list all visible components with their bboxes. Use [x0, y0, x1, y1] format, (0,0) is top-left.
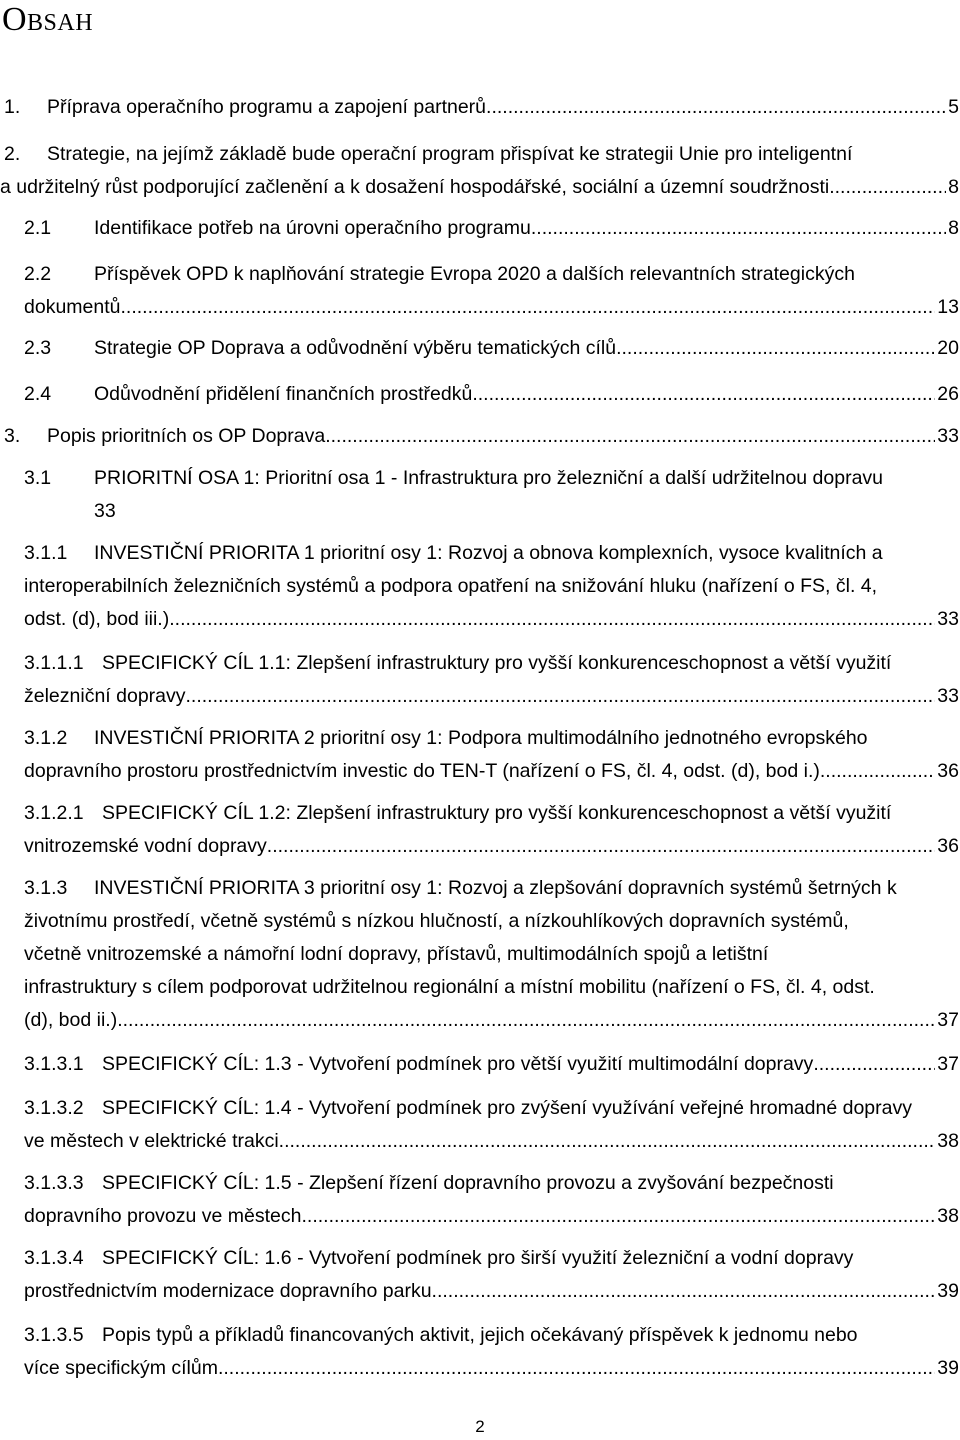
toc-entry-number: 3.1.2.1 — [24, 802, 84, 824]
toc-entry-number: 3.1.3.1 — [24, 1053, 84, 1075]
toc-page-number: 8 — [948, 176, 959, 198]
toc-entry-number: 3.1 — [24, 467, 52, 489]
toc-entry-link[interactable] — [47, 423, 959, 449]
toc-page-number: 26 — [937, 383, 959, 405]
toc-entry-title[interactable]: SPECIFICKÝ CÍL: 1.4 - Vytvoření podmínek pro zvýšení využívání veřejné hromadné dopravy — [102, 1097, 912, 1119]
toc-page-number: 8 — [948, 217, 959, 239]
toc-page-number: 33 — [937, 685, 959, 707]
toc-entry-title[interactable]: 33 — [94, 500, 116, 522]
toc-page-number: 39 — [937, 1280, 959, 1302]
toc-page-number: 37 — [937, 1009, 959, 1031]
toc-entry-link[interactable] — [24, 833, 959, 859]
toc-entry-title[interactable]: SPECIFICKÝ CÍL: 1.5 - Zlepšení řízení dopravního provozu a zvyšování bezpečnosti — [102, 1172, 834, 1194]
toc-entry-link[interactable] — [94, 381, 959, 407]
toc-entry-title[interactable]: SPECIFICKÝ CÍL: 1.6 - Vytvoření podmínek pro širší využití železniční a vodní dopravy — [102, 1247, 854, 1269]
toc-entry-link[interactable] — [24, 758, 959, 784]
toc-entry-title: dokumentů — [24, 296, 121, 318]
toc-entry-title: Odůvodnění přidělení finančních prostředků — [94, 383, 473, 405]
toc-entry-title[interactable]: INVESTIČNÍ PRIORITA 2 prioritní osy 1: Podpora multimodálního jednotného evropského — [94, 727, 868, 749]
dot-leader — [120, 294, 935, 320]
dot-leader — [813, 1051, 935, 1077]
dot-leader — [616, 335, 935, 361]
toc-entry-title: ve městech v elektrické trakci — [24, 1130, 279, 1152]
toc-entry-title: a udržitelný růst podporující začlenění a k dosažení hospodářské, sociální a územní soudržnosti — [0, 176, 830, 198]
toc-entry-title: (d), bod ii.) — [24, 1009, 118, 1031]
page-title: Obsah — [2, 1, 94, 38]
toc-entry-title: Strategie OP Doprava a odůvodnění výběru tematických cílů — [94, 337, 617, 359]
dot-leader — [325, 423, 935, 449]
toc-entry-number: 3.1.1.1 — [24, 652, 84, 674]
toc-entry-title: železniční dopravy — [24, 685, 186, 707]
toc-entry-title[interactable]: Příspěvek OPD k naplňování strategie Evropa 2020 a dalších relevantních strategických — [94, 263, 855, 285]
toc-entry-link[interactable] — [24, 606, 959, 632]
toc-entry-title[interactable]: SPECIFICKÝ CÍL 1.2: Zlepšení infrastruktury pro vyšší konkurenceschopnost a větší využití — [102, 802, 892, 824]
toc-page-number: 33 — [937, 425, 959, 447]
toc-entry-number: 3.1.3.2 — [24, 1097, 84, 1119]
toc-entry-link[interactable] — [24, 683, 959, 709]
toc-entry-number: 2.3 — [24, 337, 52, 359]
toc-page-number: 39 — [937, 1357, 959, 1379]
toc-entry-title: vnitrozemské vodní dopravy — [24, 835, 267, 857]
toc-entry-title[interactable]: INVESTIČNÍ PRIORITA 3 prioritní osy 1: Rozvoj a zlepšování dopravních systémů šetrných k — [94, 877, 897, 899]
toc-entry-title[interactable]: včetně vnitrozemské a námořní lodní dopravy, přístavů, multimodálních spojů a letištní — [24, 943, 769, 965]
toc-entry-title: dopravního prostoru prostřednictvím investic do TEN-T (nařízení o FS, čl. 4, odst. (d), bod i.) — [24, 760, 820, 782]
toc-entry-title[interactable]: Popis typů a příkladů financovaných aktivit, jejich očekávaný příspěvek k jednomu nebo — [102, 1324, 858, 1346]
toc-entry-number: 2.1 — [24, 217, 52, 239]
toc-entry-link[interactable] — [24, 1007, 959, 1033]
dot-leader — [169, 606, 935, 632]
page-number: 2 — [475, 1417, 485, 1436]
toc-entry-link[interactable] — [24, 294, 959, 320]
toc-entry-number: 3. — [4, 425, 21, 447]
toc-entry-number: 2.4 — [24, 383, 52, 405]
dot-leader — [472, 381, 935, 407]
toc-entry-number: 2.2 — [24, 263, 52, 285]
toc-page-number: 37 — [937, 1053, 959, 1075]
toc-entry-number: 3.1.1 — [24, 542, 68, 564]
toc-entry-link[interactable] — [24, 1128, 959, 1154]
toc-entry-title[interactable]: PRIORITNÍ OSA 1: Prioritní osa 1 - Infrastruktura pro železniční a další udržitelnou dopravu — [94, 467, 884, 489]
toc-page-number: 36 — [937, 760, 959, 782]
toc-entry-title: Identifikace potřeb na úrovni operačního programu — [94, 217, 531, 239]
dot-leader — [279, 1128, 936, 1154]
toc-entry-link[interactable] — [94, 335, 959, 361]
toc-page-number: 33 — [937, 608, 959, 630]
toc-entry-number: 3.1.3.5 — [24, 1324, 84, 1346]
toc-entry-title: prostřednictvím modernizace dopravního parku — [24, 1280, 432, 1302]
toc-entry-title[interactable]: SPECIFICKÝ CÍL 1.1: Zlepšení infrastruktury pro vyšší konkurenceschopnost a větší využití — [102, 652, 892, 674]
toc-entry-title: Popis prioritních os OP Doprava — [47, 425, 326, 447]
toc-entry-title[interactable]: INVESTIČNÍ PRIORITA 1 prioritní osy 1: Rozvoj a obnova komplexních, vysoce kvalitních a — [94, 542, 883, 564]
toc-page-number: 13 — [937, 296, 959, 318]
toc-entry-title: Příprava operačního programu a zapojení partnerů — [47, 96, 487, 118]
dot-leader — [829, 174, 946, 200]
toc-entry-number: 3.1.3.4 — [24, 1247, 84, 1269]
toc-entry-title[interactable]: infrastruktury s cílem podporovat udržitelnou regionální a místní mobilitu (nařízení o FS, čl. 4, odst. — [24, 976, 875, 998]
dot-leader — [267, 833, 936, 859]
toc-entry-link[interactable] — [0, 174, 959, 200]
toc-page-number: 20 — [937, 337, 959, 359]
toc-entry-number: 2. — [4, 143, 21, 165]
dot-leader — [186, 683, 936, 709]
toc-entry-title[interactable]: životnímu prostředí, včetně systémů s nízkou hlučností, a nízkouhlíkových dopravních systémů, — [24, 910, 849, 932]
toc-page-number: 5 — [948, 96, 959, 118]
toc-entry-title: odst. (d), bod iii.) — [24, 608, 170, 630]
toc-entry-link[interactable] — [102, 1051, 959, 1077]
toc-entry-link[interactable] — [24, 1278, 959, 1304]
toc-entry-number: 3.1.3 — [24, 877, 68, 899]
dot-leader — [218, 1355, 935, 1381]
toc-entry-title[interactable]: interoperabilních železničních systémů a podpora opatření na snižování hluku (nařízení o FS, čl. 4, — [24, 575, 878, 597]
toc-entry-title[interactable]: Strategie, na jejímž základě bude operační program přispívat ke strategii Unie pro inteligentní — [47, 143, 853, 165]
toc-page-number: 36 — [937, 835, 959, 857]
toc-page-number: 38 — [937, 1205, 959, 1227]
dot-leader — [820, 758, 935, 784]
dot-leader — [117, 1007, 935, 1033]
toc-entry-link[interactable] — [24, 1203, 959, 1229]
dot-leader — [486, 94, 946, 120]
dot-leader — [302, 1203, 936, 1229]
toc-entry-title: více specifickým cílům — [24, 1357, 218, 1379]
toc-page-number: 38 — [937, 1130, 959, 1152]
dot-leader — [531, 215, 946, 241]
toc-entry-title: dopravního provozu ve městech — [24, 1205, 302, 1227]
toc-entry-link[interactable] — [24, 1355, 959, 1381]
toc-entry-link[interactable] — [94, 215, 959, 241]
toc-entry-link[interactable] — [47, 94, 959, 120]
toc-entry-number: 1. — [4, 96, 21, 118]
dot-leader — [432, 1278, 936, 1304]
toc-entry-number: 3.1.2 — [24, 727, 68, 749]
toc-entry-number: 3.1.3.3 — [24, 1172, 84, 1194]
toc-entry-title: SPECIFICKÝ CÍL: 1.3 - Vytvoření podmínek pro větší využití multimodální dopravy — [102, 1053, 814, 1075]
